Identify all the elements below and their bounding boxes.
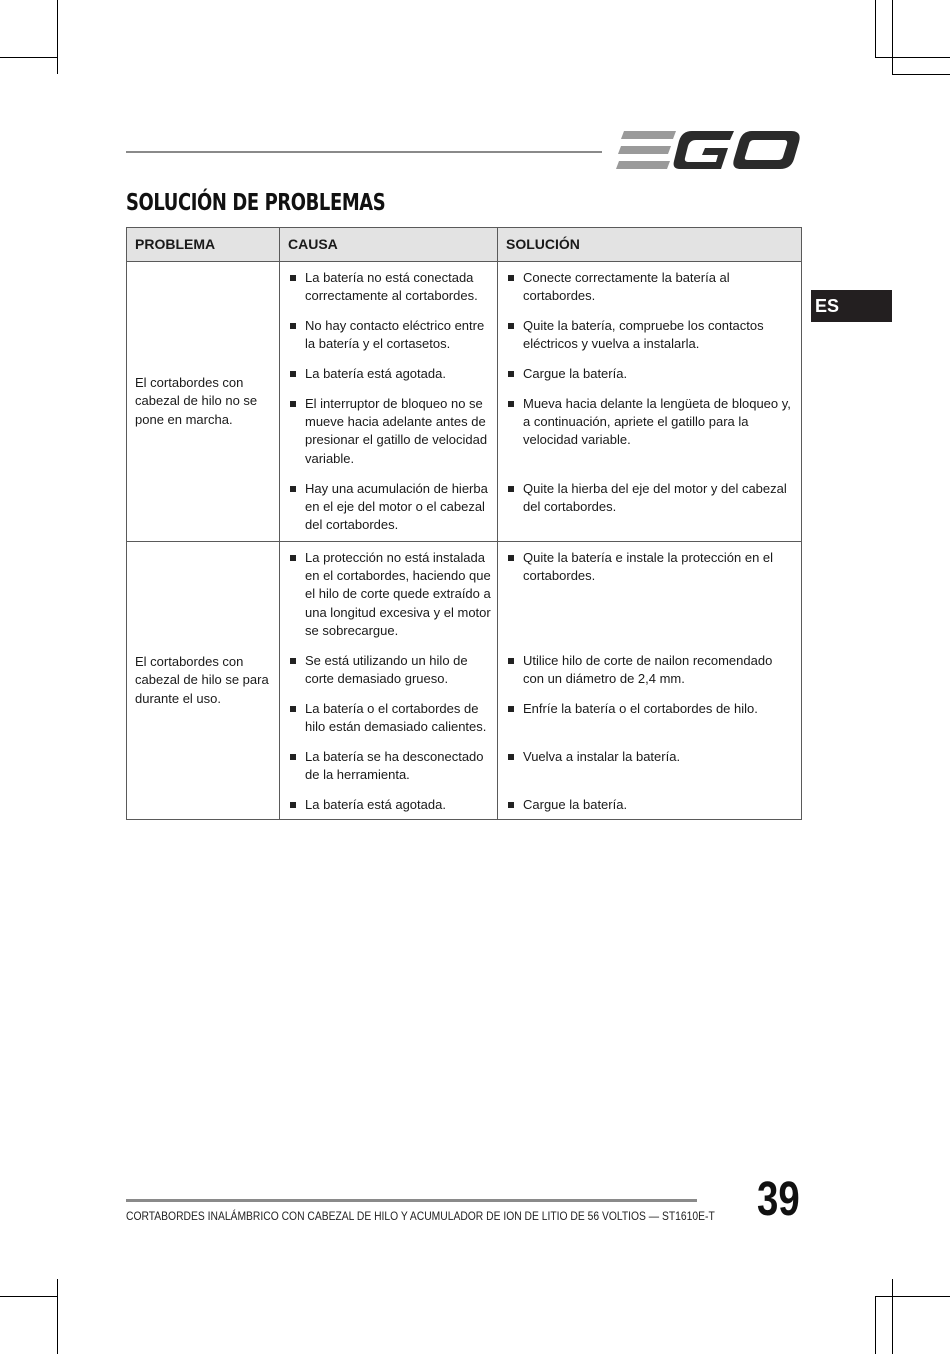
bullet-square-icon <box>508 486 514 492</box>
solution-item: Quite la batería, compruebe los contactos eléctricos y vuelva a instalarla. <box>498 317 801 365</box>
page-number: 39 <box>757 1173 800 1226</box>
bullet-square-icon <box>290 555 296 561</box>
table-header-row <box>127 228 802 262</box>
bullet-square-icon <box>508 555 514 561</box>
crop-mark <box>892 0 893 74</box>
header-rule <box>126 151 602 153</box>
bullet-square-icon <box>290 401 296 407</box>
bullet-square-icon <box>508 658 514 664</box>
crop-mark <box>875 1296 876 1354</box>
cause-item: La batería se ha desconectado de la herramienta. <box>280 748 497 796</box>
solution-item: Quite la hierba del eje del motor y del cabezal del cortabordes. <box>498 480 801 536</box>
cause-item: No hay contacto eléctrico entre la batería y el cortasetos. <box>280 317 497 365</box>
cause-cell <box>280 542 498 820</box>
bullet-square-icon <box>508 323 514 329</box>
problem-text: El cortabordes con cabezal de hilo se para durante el uso. <box>135 654 269 706</box>
bullet-square-icon <box>290 371 296 377</box>
problem-text: El cortabordes con cabezal de hilo no se pone en marcha. <box>135 375 258 427</box>
bullet-square-icon <box>290 275 296 281</box>
language-tab: ES <box>811 290 892 322</box>
bullet-square-icon <box>508 802 514 808</box>
solution-item: Mueva hacia delante la lengüeta de bloqueo y, a continuación, apriete el gatillo para la velocidad variable. <box>498 395 801 480</box>
cause-item: Hay una acumulación de hierba en el eje del motor o el cabezal del cortabordes. <box>280 480 497 536</box>
bullet-square-icon <box>508 371 514 377</box>
solution-item: Enfríe la batería o el cortabordes de hilo. <box>498 700 801 748</box>
bullet-square-icon <box>290 754 296 760</box>
solution-cell <box>498 262 802 542</box>
crop-mark <box>57 1279 58 1354</box>
solution-item: Cargue la batería. <box>498 365 801 395</box>
crop-mark <box>892 74 950 75</box>
cause-item: La batería o el cortabordes de hilo están demasiado calientes. <box>280 700 497 748</box>
crop-mark <box>57 0 58 74</box>
crop-mark <box>0 57 57 58</box>
section-title: SOLUCIÓN DE PROBLEMAS <box>126 190 386 216</box>
cause-cell <box>280 262 498 542</box>
solution-item: Vuelva a instalar la batería. <box>498 748 801 796</box>
cause-item: La protección no está instalada en el cortabordes, haciendo que el hilo de corte quede extraído a una longitud excesiva y el motor se sobrecargue. <box>280 549 497 652</box>
crop-mark <box>875 1296 950 1297</box>
problem-cell <box>127 262 280 542</box>
ego-logo <box>616 128 802 174</box>
bullet-square-icon <box>508 275 514 281</box>
bullet-square-icon <box>290 658 296 664</box>
header-solution: SOLUCIÓN <box>498 228 802 262</box>
problem-cell <box>127 542 280 820</box>
cause-item: El interruptor de bloqueo no se mueve hacia adelante antes de presionar el gatillo de velocidad variable. <box>280 395 497 480</box>
bullet-square-icon <box>290 706 296 712</box>
solution-cell <box>498 542 802 820</box>
footer-rule <box>126 1199 697 1202</box>
table-row <box>127 262 802 542</box>
bullet-square-icon <box>290 486 296 492</box>
header-cause: CAUSA <box>280 228 498 262</box>
bullet-square-icon <box>290 802 296 808</box>
bullet-square-icon <box>508 706 514 712</box>
cause-item: Se está utilizando un hilo de corte demasiado grueso. <box>280 652 497 700</box>
table-row <box>127 542 802 820</box>
solution-item: Cargue la batería. <box>498 796 801 816</box>
crop-mark <box>875 0 876 57</box>
header-problem: PROBLEMA <box>127 228 280 262</box>
cause-item: La batería no está conectada correctamente al cortabordes. <box>280 269 497 317</box>
solution-item: Utilice hilo de corte de nailon recomendado con un diámetro de 2,4 mm. <box>498 652 801 700</box>
solution-item: Quite la batería e instale la protección en el cortabordes. <box>498 549 801 652</box>
bullet-square-icon <box>508 401 514 407</box>
bullet-square-icon <box>290 323 296 329</box>
crop-mark <box>0 1296 57 1297</box>
footer-text: CORTABORDES INALÁMBRICO CON CABEZAL DE HILO Y ACUMULADOR DE ION DE LITIO DE 56 VOLTIOS — ST1610E-T <box>126 1209 715 1223</box>
troubleshooting-table <box>126 227 802 820</box>
cause-item: La batería está agotada. <box>280 796 497 816</box>
crop-mark <box>892 1279 893 1354</box>
bullet-square-icon <box>508 754 514 760</box>
crop-mark <box>875 57 950 58</box>
cause-item: La batería está agotada. <box>280 365 497 395</box>
solution-item: Conecte correctamente la batería al cortabordes. <box>498 269 801 317</box>
